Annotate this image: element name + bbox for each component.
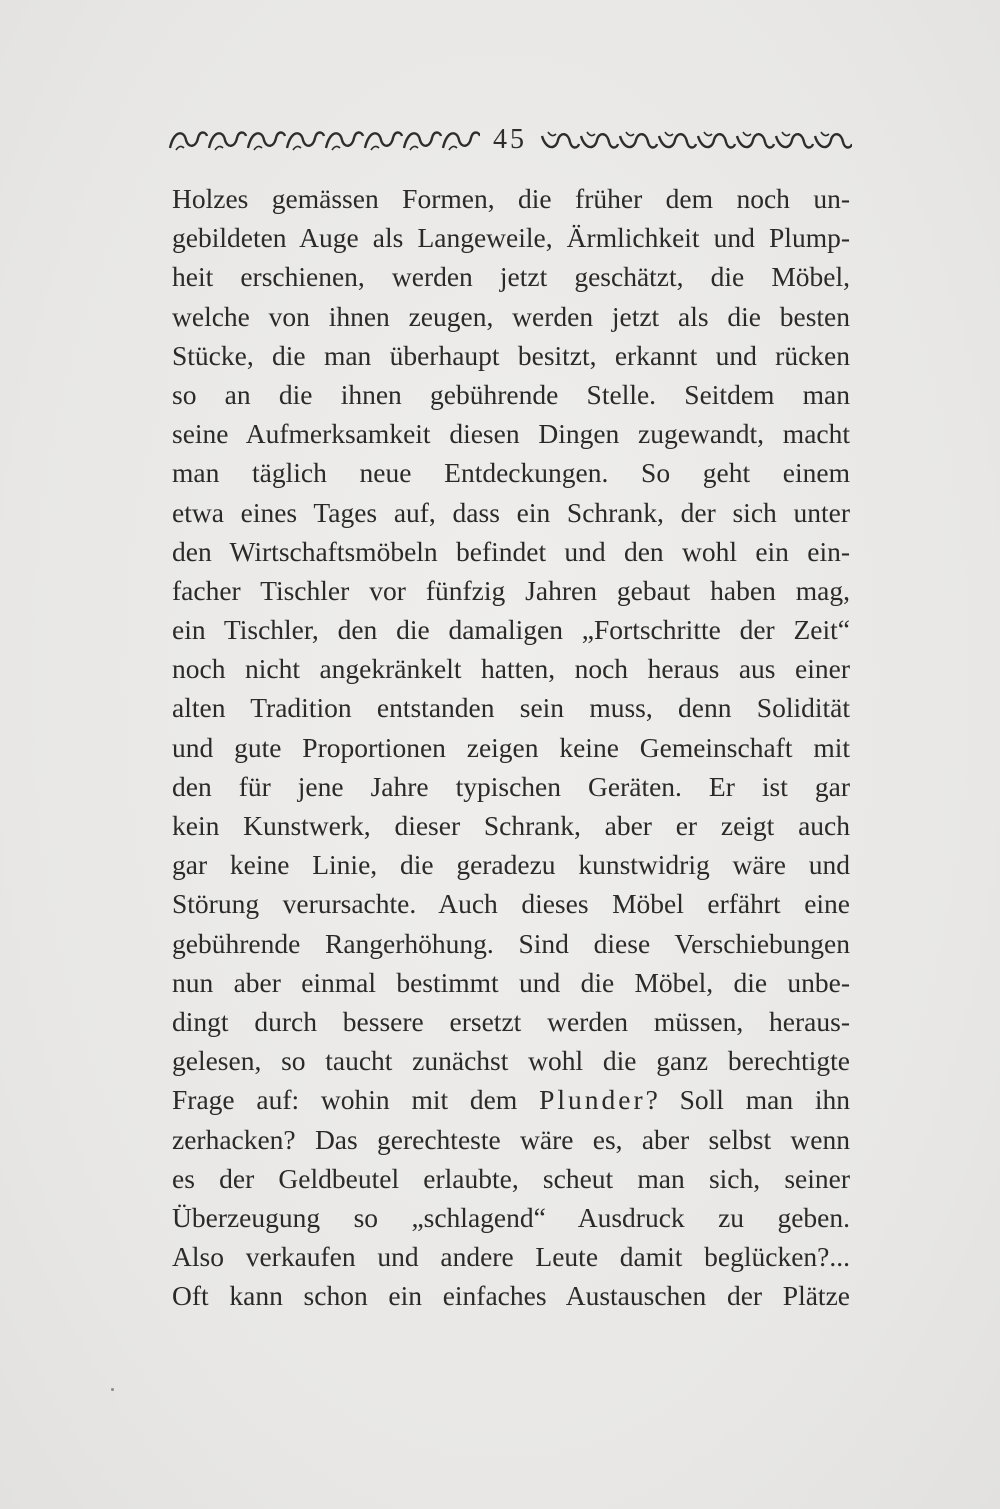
wave-ornament-segment — [287, 133, 324, 149]
text-line: den für jene Jahre typischen Geräten. Er ist gar — [172, 770, 850, 802]
wave-ornament-curl — [821, 132, 829, 136]
paper-speck — [111, 1388, 114, 1391]
text-line: alten Tradition entstanden sein muss, denn Solidität — [172, 692, 850, 724]
wave-ornament-curl — [743, 132, 751, 136]
text-line: dingt durch bessere ersetzt werden müssen, heraus- — [172, 1005, 850, 1037]
text-line: etwa eines Tages auf, dass ein Schrank, der sich unter — [172, 496, 850, 528]
wave-ornament-curl — [449, 146, 457, 150]
text-line: und gute Proportionen zeigen keine Gemeinschaft mit — [172, 731, 850, 763]
text-line: Holzes gemässen Formen, die früher dem noch un- — [172, 183, 850, 214]
text-line: ein Tischler, den die damaligen „Fortschritte der Zeit“ — [172, 614, 850, 646]
wave-ornament-segment — [209, 133, 246, 149]
text-line: Oft kann schon ein einfaches Austauschen der Plätze — [172, 1280, 850, 1312]
wave-ornament-segment — [443, 133, 480, 149]
text-line: den Wirtschaftsmöbeln befindet und den wohl ein ein- — [172, 535, 850, 567]
text-line: seine Aufmerksamkeit diesen Dingen zugewandt, macht — [172, 418, 850, 450]
body-text — [172, 179, 850, 1315]
wave-ornament-curl — [176, 146, 184, 150]
wave-ornament-curl — [332, 146, 340, 150]
page-number: 45 — [493, 124, 527, 155]
wave-ornament-segment — [620, 134, 657, 147]
wave-ornament-segment — [698, 134, 735, 147]
text-segment: ? Soll man ihn — [645, 1084, 850, 1116]
text-line: gebührende Rangerhöhung. Sind diese Verschiebungen — [172, 927, 850, 959]
text-line: Überzeugung so „schlagend“ Ausdruck zu geben. — [172, 1201, 850, 1233]
text-line: gebildeten Auge als Langeweile, Ärmlichkeit und Plump- — [172, 222, 850, 254]
wave-ornament-segment — [365, 133, 402, 149]
text-line: Störung verursachte. Auch dieses Möbel erfährt eine — [172, 888, 850, 920]
wave-ornament-curl — [254, 146, 262, 150]
text-line: noch nicht angekränkelt hatten, noch heraus aus einer — [172, 653, 850, 685]
wave-ornament-segment — [326, 133, 363, 149]
wave-ornament-segment — [404, 133, 441, 149]
wave-ornament-curl — [548, 132, 556, 136]
text-line: es der Geldbeutel erlaubte, scheut man sich, seiner — [172, 1162, 850, 1194]
text-line: Also verkaufen und andere Leute damit beglücken?... — [172, 1241, 850, 1273]
text-line: gar keine Linie, die geradezu kunstwidrig wäre und — [172, 849, 850, 881]
wave-ornament-segment — [659, 134, 696, 147]
text-line: zerhacken? Das gerechteste wäre es, aber selbst wenn — [172, 1123, 850, 1155]
text-line: welche von ihnen zeugen, werden jetzt als die besten — [172, 300, 850, 332]
wave-ornament-curl — [587, 132, 595, 136]
text-line: facher Tischler vor fünfzig Jahren gebaut haben mag, — [172, 574, 850, 606]
wave-ornament-curl — [293, 146, 301, 150]
wave-ornament-segment — [542, 134, 579, 147]
wave-ornament-segment — [170, 133, 207, 149]
wave-ornament-curl — [371, 146, 379, 150]
text-line: kein Kunstwerk, dieser Schrank, aber er zeigt auch — [172, 810, 850, 841]
wave-ornament-curl — [215, 146, 223, 150]
wave-ornament-curl — [704, 132, 712, 136]
text-line: so an die ihnen gebührende Stelle. Seitdem man — [172, 378, 850, 410]
wave-ornament-segment — [248, 133, 285, 149]
wave-ornament-curl — [626, 132, 634, 136]
emphasized-word: Plunder — [539, 1084, 646, 1116]
wave-ornament-segment — [815, 134, 852, 147]
wave-ornament-curl — [410, 146, 418, 150]
text-line: heit erschienen, werden jetzt geschätzt, die Möbel, — [172, 261, 850, 293]
text-line — [172, 1080, 850, 1119]
wave-ornament-curl — [782, 132, 790, 136]
wave-ornament-segment — [776, 134, 813, 147]
wave-ornament-right-icon — [540, 126, 852, 154]
wave-ornament-segment — [581, 134, 618, 147]
text-line: Stücke, die man überhaupt besitzt, erkannt und rücken — [172, 339, 850, 371]
text-line: nun aber einmal bestimmt und die Möbel, die unbe- — [172, 966, 850, 998]
text-line: gelesen, so taucht zunächst wohl die ganz berechtigte — [172, 1045, 850, 1077]
wave-ornament-curl — [665, 132, 673, 136]
wave-ornament-left-icon — [168, 126, 480, 154]
text-line: man täglich neue Entdeckungen. So geht einem — [172, 457, 850, 489]
wave-ornament-segment — [737, 134, 774, 147]
text-segment: Frage auf: wohin mit dem — [172, 1084, 540, 1116]
running-header — [168, 122, 852, 158]
